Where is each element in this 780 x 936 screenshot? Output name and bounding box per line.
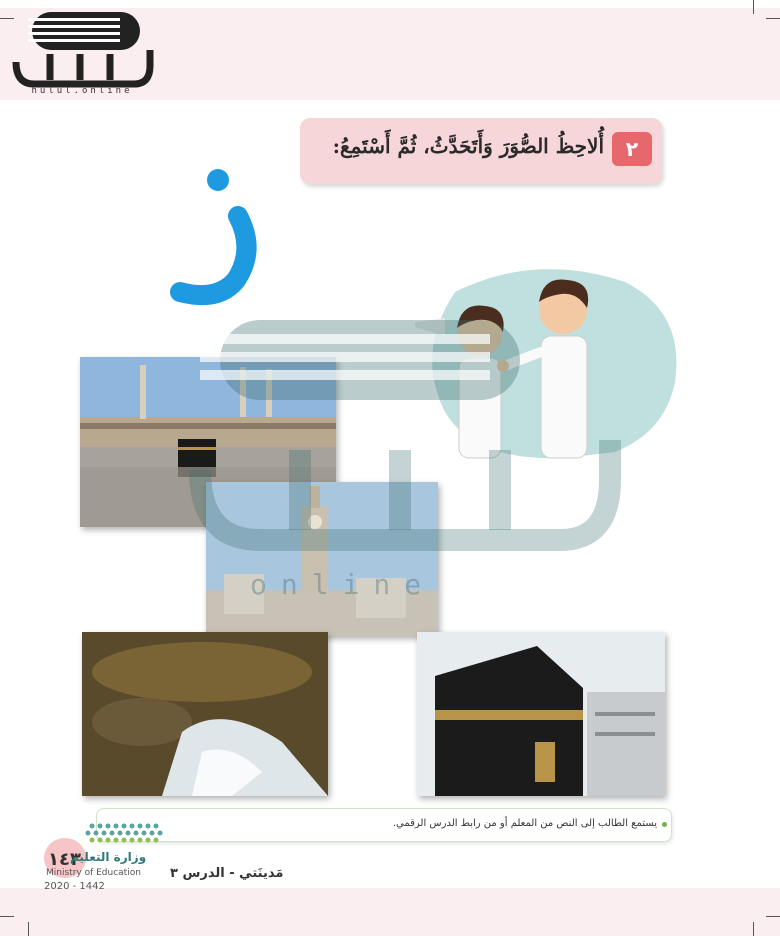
boys-illustration xyxy=(415,262,685,462)
photo-clock-tower xyxy=(206,482,438,636)
letter-zay-glyph xyxy=(166,150,276,310)
crop-mark xyxy=(753,0,754,14)
photo-kaaba xyxy=(417,632,665,796)
edition-year: 2020 - 1442 xyxy=(44,881,105,892)
crop-mark xyxy=(753,922,754,936)
watermark-text: online xyxy=(250,568,436,601)
crop-mark xyxy=(0,916,14,917)
exercise-instruction: أُلاحِظُ الصُّوَرَ وَأَتَحَدَّثُ، ثُمَّ أَسْتَمِعُ: xyxy=(332,134,604,158)
ministry-name-ar: وزارة التعليم xyxy=(70,850,147,864)
hulul-logo xyxy=(10,4,160,114)
ministry-name-en: Ministry of Education xyxy=(46,868,141,878)
page-number: ١٤٣ xyxy=(48,849,81,870)
note-bullet xyxy=(662,822,667,827)
footer-lesson-title: مَدينَتي - الدرس ٣ xyxy=(170,866,284,881)
logo-caption: hulul.online xyxy=(31,86,133,96)
crop-mark xyxy=(766,18,780,19)
crop-mark xyxy=(28,922,29,936)
teacher-note-text: يستمع الطالب إلى النص من المعلم أو من رابط الدرس الرقمي. xyxy=(392,818,657,829)
teacher-note-box xyxy=(96,808,672,842)
exercise-number-badge: ٢ xyxy=(612,132,652,166)
crop-mark xyxy=(766,916,780,917)
exercise-title-box xyxy=(300,118,662,184)
photo-zamzam-water xyxy=(82,632,328,796)
